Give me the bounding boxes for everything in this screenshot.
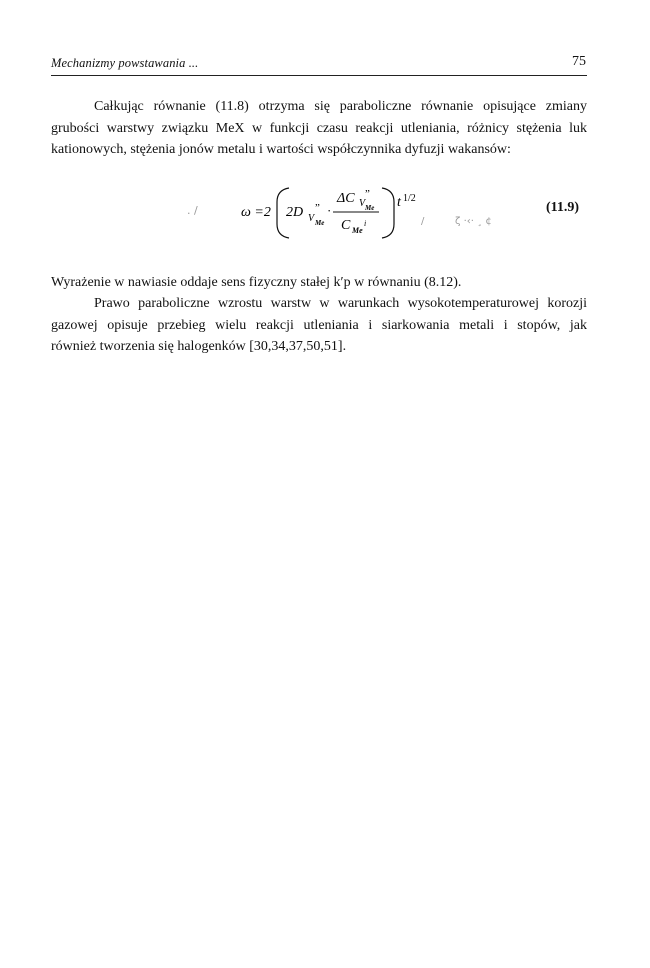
paragraph-line: również tworzenia się halogenków [30,34,37,50,51].: [51, 339, 347, 354]
page-number: 75: [572, 54, 586, 69]
scan-mark: /: [421, 216, 425, 227]
numerator-sub-subscript: Me: [365, 204, 375, 212]
scan-mark: ζ ·‹· ¸ ¢: [455, 216, 492, 227]
equation-number: (11.9): [545, 200, 579, 215]
fraction-denominator: C: [341, 218, 351, 233]
paragraph-expression-meaning: [51, 272, 587, 294]
right-bracket: [382, 188, 394, 238]
numerator-subscript: V: [359, 198, 366, 209]
equation-lhs: ω =2: [241, 205, 271, 220]
paragraph-parabolic-law: [51, 293, 587, 358]
time-variable: t: [397, 195, 401, 210]
numerator-superscript: ”: [365, 188, 370, 200]
denominator-superscript: i: [364, 219, 367, 228]
paragraph-line: Wyrażenie w nawiasie oddaje sens fizyczny stałej k′p w równaniu (8.12).: [51, 275, 462, 290]
running-title: Mechanizmy powstawania ...: [51, 56, 199, 70]
minus-sign: ·: [327, 203, 332, 218]
coefficient: 2D: [286, 205, 304, 220]
equation-formula: [51, 180, 531, 246]
coefficient-subscript: V: [308, 213, 315, 224]
paragraph-line: gazowej opisuje przebieg wielu reakcji utleniania i siarkowania metali i stopów, jak: [51, 317, 587, 333]
running-header: [51, 53, 587, 76]
equation-11-9: [51, 180, 587, 246]
paragraph-line: Prawo paraboliczne wzrostu warstw w warunkach wysokotemperaturowej korozji: [94, 296, 587, 311]
paragraph-intro: [51, 96, 587, 161]
paragraph-line: Całkując równanie (11.8) otrzyma się paraboliczne równanie opisujące zmiany: [94, 99, 587, 114]
coefficient-superscript: ”: [315, 202, 320, 214]
time-exponent: 1/2: [403, 193, 416, 204]
paragraph-line: grubości warstwy związku MeX w funkcji czasu reakcji utleniania, różnicy stężenia luk: [51, 120, 587, 136]
coefficient-sub-subscript: Me: [315, 219, 325, 227]
denominator-subscript: Me: [352, 226, 363, 235]
fraction-numerator: ΔC: [337, 191, 355, 206]
paragraph-line: kationowych, stężenia jonów metalu i wartości współczynnika dyfuzji wakansów:: [51, 142, 511, 157]
scan-mark: . /: [187, 204, 198, 217]
